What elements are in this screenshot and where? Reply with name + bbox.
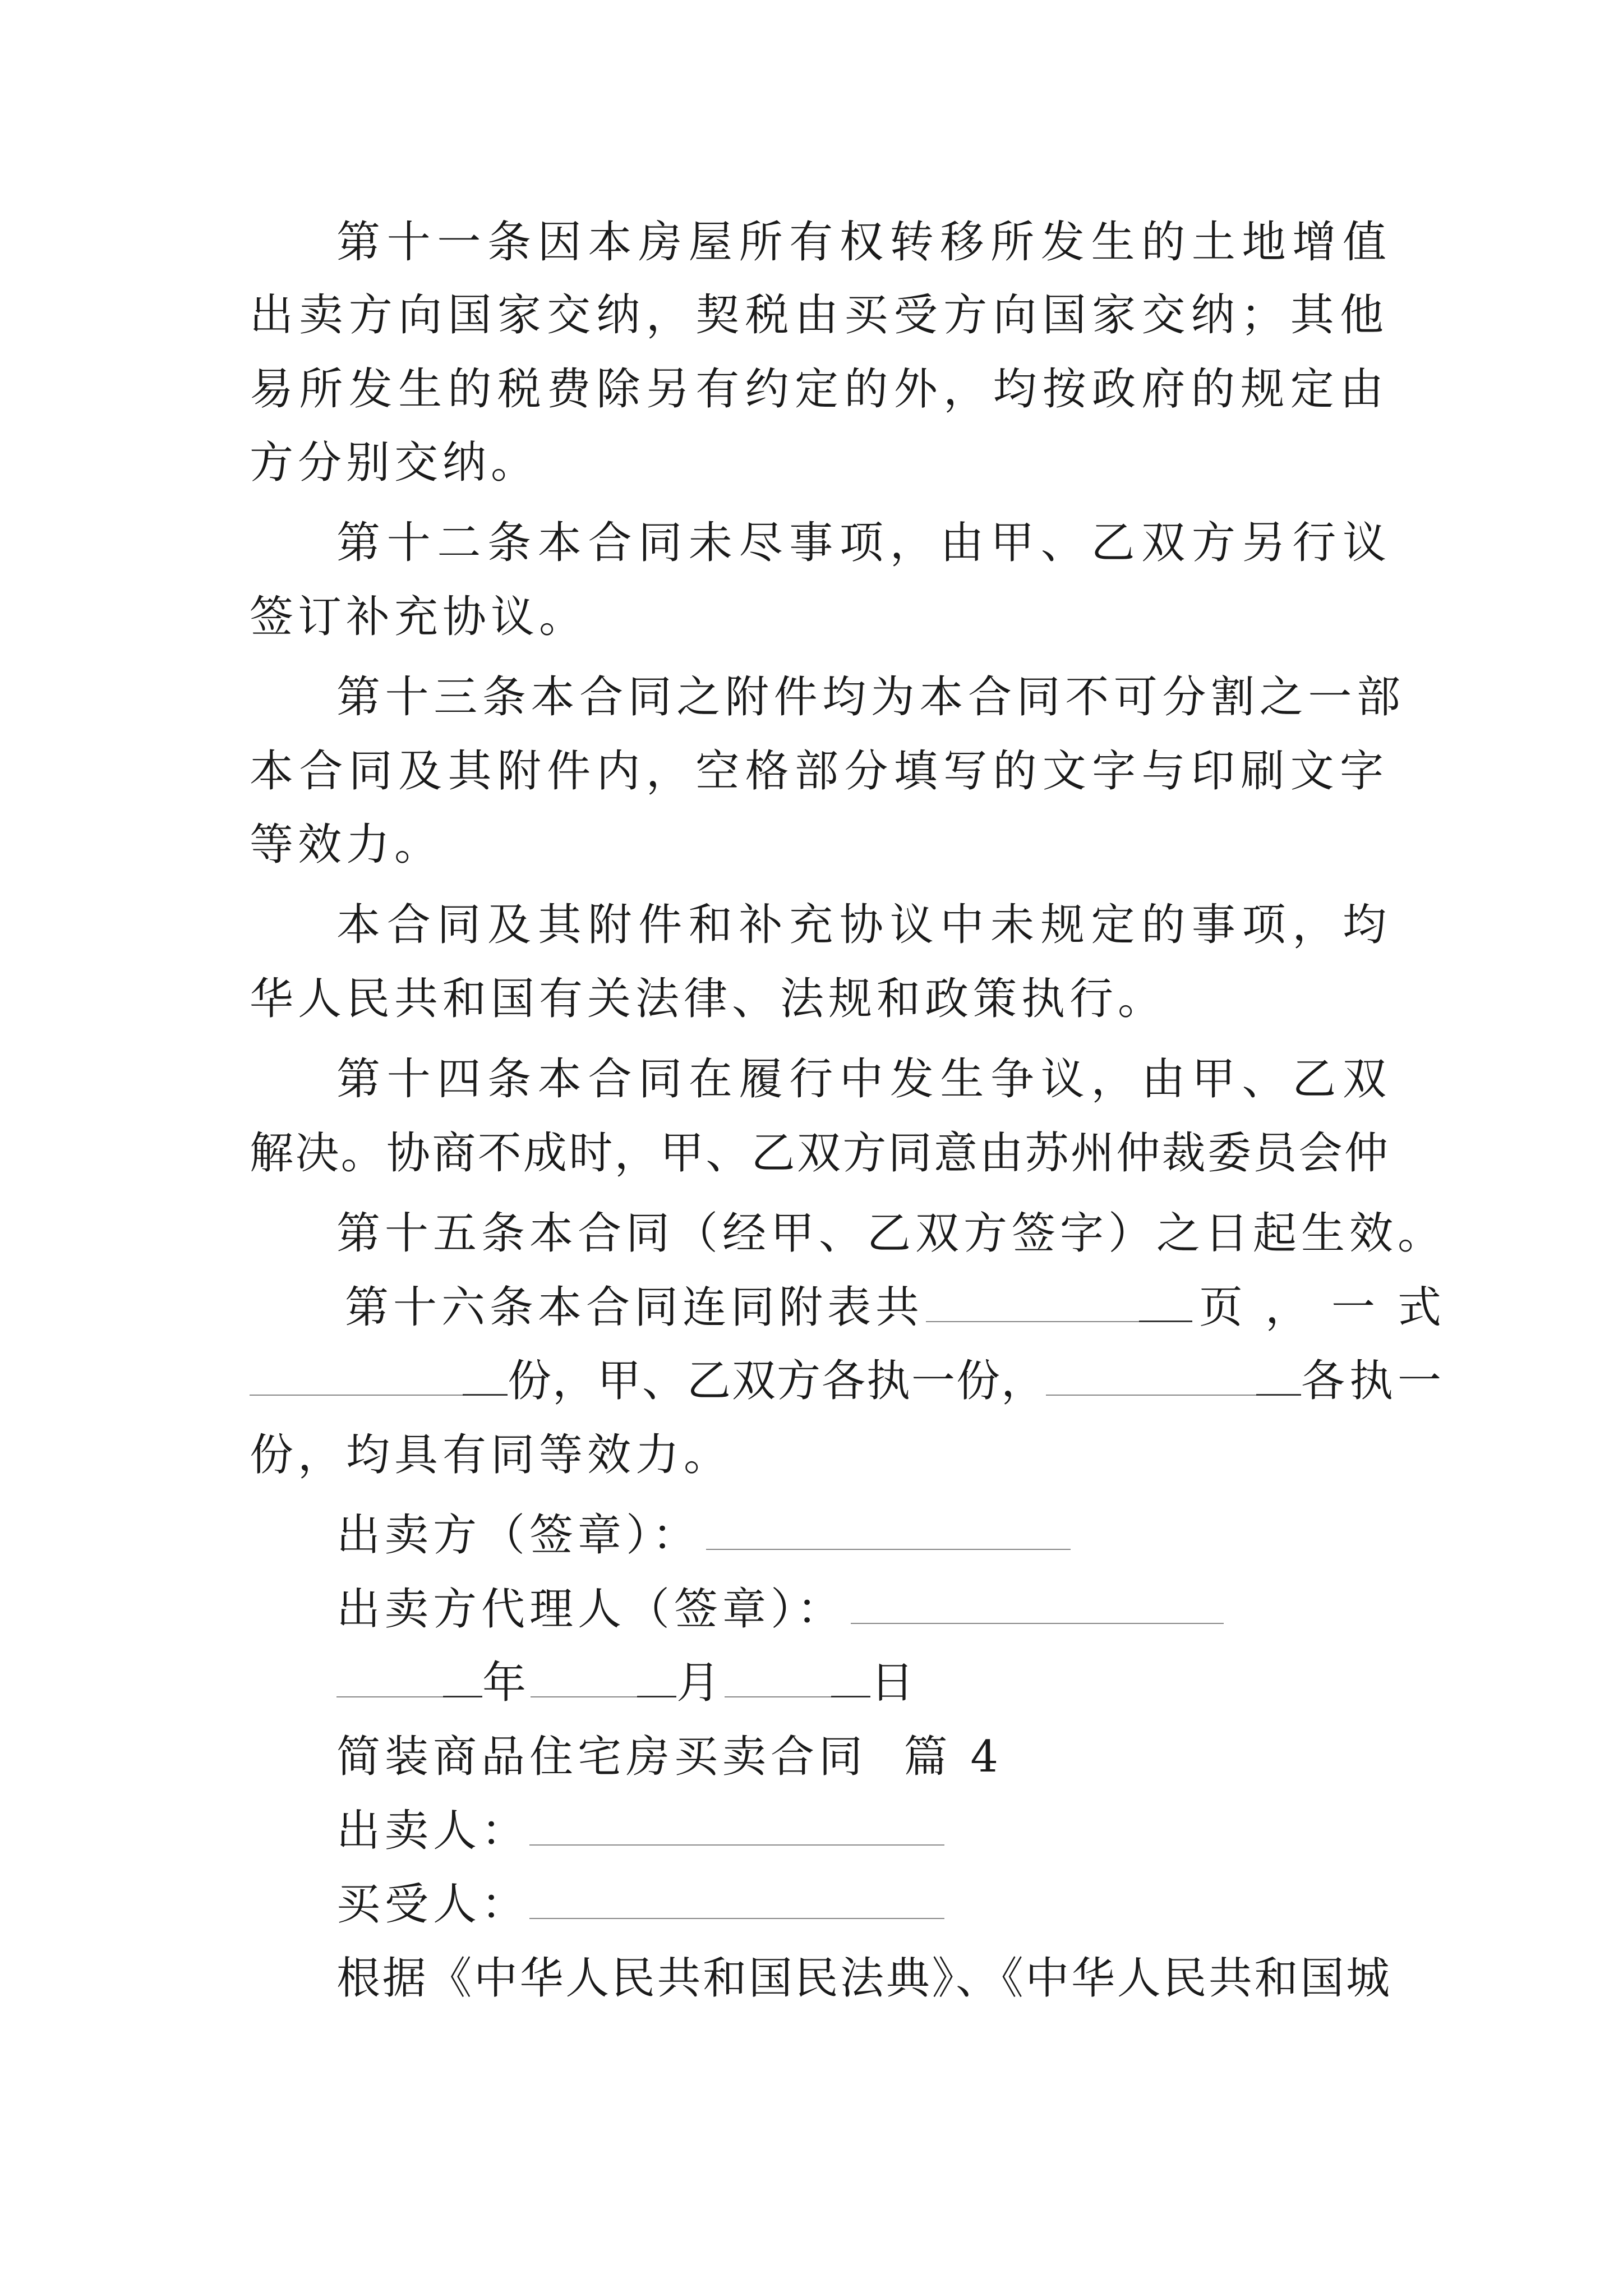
article-11-line-2: 出卖方向国家交纳，契税由买受方向国家交纳；其他	[250, 290, 1388, 341]
article-16-line-3: 份，均具有同等效力。	[250, 1430, 732, 1480]
contract-4-title: 简装商品住宅房买卖合同 篇 4	[336, 1732, 1003, 1782]
seller-name-field[interactable]	[529, 1807, 944, 1846]
article-13-line-2: 本合同及其附件内，空格部分填写的文字与印刷文字	[250, 746, 1388, 797]
article-13-line-1: 第十三条本合同之附件均为本合同不可分割之一部	[336, 672, 1405, 723]
pages-blank-underline	[1139, 1283, 1192, 1322]
article-13-line-3: 等效力。	[250, 820, 443, 870]
seller-signature-field[interactable]	[706, 1512, 1071, 1550]
article-16-text-b: 页，一式	[1199, 1282, 1464, 1333]
article-15-line-1: 第十五条本合同（经甲、乙双方签字）之日起生效。	[336, 1208, 1446, 1259]
year-blank-field[interactable]	[336, 1659, 443, 1697]
article-11-line-4: 方分别交纳。	[250, 438, 540, 488]
seller-name-row	[336, 1803, 1391, 1859]
article-16-text-c: 份，甲、乙双方各执一份，	[508, 1356, 1046, 1406]
article-16-line-1	[345, 1280, 1464, 1336]
month-blank-field[interactable]	[531, 1659, 637, 1697]
copies-blank-field[interactable]	[250, 1358, 463, 1396]
party-blank-field[interactable]	[1046, 1358, 1256, 1396]
month-label: 月	[676, 1658, 725, 1708]
buyer-name-label: 买受人：	[336, 1879, 530, 1930]
article-14-line-1: 第十四条本合同在履行中发生争议，由甲、乙双	[336, 1054, 1391, 1105]
contract-4-intro-line: 根据《中华人民共和国民法典》、《中华人民共和国城	[336, 1953, 1391, 2004]
month-underline	[637, 1659, 676, 1697]
buyer-name-field[interactable]	[529, 1881, 944, 1919]
date-row	[336, 1655, 1391, 1711]
article-16-text-d: 各执一	[1301, 1356, 1446, 1406]
seller-signature-label: 出卖方（签章）：	[336, 1510, 701, 1561]
agent-signature-row	[336, 1581, 1391, 1637]
seller-name-label: 出卖人：	[336, 1806, 530, 1856]
year-label: 年	[482, 1658, 531, 1708]
article-16-line-2	[250, 1353, 1446, 1409]
seller-signature-row	[336, 1507, 1391, 1563]
day-underline	[831, 1659, 870, 1697]
day-label: 日	[870, 1658, 919, 1708]
laws-paragraph-line-2: 华人民共和国有关法律、法规和政策执行。	[250, 974, 1166, 1024]
article-12-line-1: 第十二条本合同未尽事项，由甲、乙双方另行议	[336, 518, 1391, 568]
pages-blank-field[interactable]	[926, 1284, 1139, 1322]
laws-paragraph-line-1: 本合同及其附件和补充协议中未规定的事项，均	[336, 900, 1391, 950]
agent-signature-label: 出卖方代理人（签章）：	[336, 1584, 846, 1635]
buyer-name-row	[336, 1876, 1391, 1932]
agent-signature-field[interactable]	[851, 1586, 1224, 1624]
party-blank-underline	[1256, 1357, 1301, 1396]
article-11-line-1: 第十一条因本房屋所有权转移所发生的土地增值	[336, 217, 1391, 268]
year-underline	[443, 1659, 482, 1697]
article-16-text-a: 第十六条本合同连同附表共	[345, 1282, 924, 1333]
copies-blank-underline	[463, 1357, 508, 1396]
article-11-line-3: 易所发生的税费除另有约定的外，均按政府的规定由	[250, 364, 1388, 415]
article-14-line-2: 解决。协商不成时，甲、乙双方同意由苏州仲裁委员会仲	[250, 1128, 1388, 1179]
article-12-line-2: 签订补充协议。	[250, 592, 588, 642]
day-blank-field[interactable]	[725, 1659, 831, 1697]
